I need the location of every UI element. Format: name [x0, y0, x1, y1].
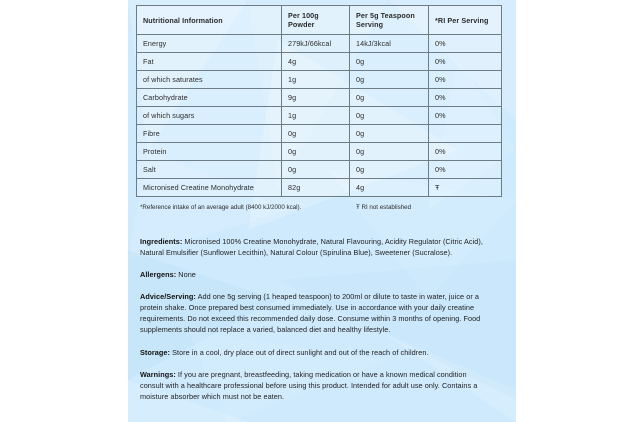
ingredients-body: Micronised 100% Creatine Monohydrate, Natural Flavouring, Acidity Regulator (Citric Acid), Natural Emulsifier (Sunflower Lecithin), Natural Colour (Spirulina Blue), Sweetener (Sucralose).: [140, 237, 483, 258]
allergens-body: None: [176, 270, 196, 280]
column-header-per-5g: Per 5g Teaspoon Serving: [350, 6, 429, 35]
nutrient-name: Salt: [137, 161, 282, 179]
nutrient-per-5g: 14kJ/3kcal: [350, 35, 429, 53]
storage-heading: Storage:: [140, 347, 170, 357]
nutrient-name: of which saturates: [137, 71, 282, 89]
nutrient-name: Carbohydrate: [137, 89, 282, 107]
nutrient-name: Fibre: [137, 125, 282, 143]
nutrient-per-5g: 0g: [350, 53, 429, 71]
table-row: [137, 161, 502, 179]
nutrient-per-100g: 1g: [282, 71, 350, 89]
column-header-per-100g: Per 100g Powder: [282, 6, 350, 35]
footnote-reference-intake: *Reference intake of an average adult (8400 kJ/2000 kcal).: [140, 204, 302, 211]
nutrient-per-100g: 4g: [282, 53, 350, 71]
table-row: [137, 35, 502, 53]
nutrient-per-5g: 0g: [350, 161, 429, 179]
product-label-panel: [128, 0, 516, 422]
advice-serving-body: Add one 5g serving (1 heaped teaspoon) to 200ml or dilute to taste in water, juice or a protein shake. Once prepared best consumed immediately. Use in accordance with your daily creatine requirements. Do not exceed this recommended daily dose. Consume within 3 months of opening. Food supplements should not replace a varied, balanced diet and healthy lifestyle.: [140, 292, 481, 335]
nutrient-name: Protein: [137, 143, 282, 161]
table-footnotes: [140, 204, 510, 214]
column-header-ri: *RI Per Serving: [429, 6, 502, 35]
nutrient-per-5g: 4g: [350, 179, 429, 197]
nutrient-per-100g: 0g: [282, 161, 350, 179]
nutrient-per-100g: 279kJ/66kcal: [282, 35, 350, 53]
table-row: [137, 89, 502, 107]
table-row: [137, 125, 502, 143]
nutrient-name: Energy: [137, 35, 282, 53]
nutrient-ri: 0%: [429, 107, 502, 125]
warnings-section: [140, 369, 492, 402]
nutrient-name: Micronised Creatine Monohydrate: [137, 179, 282, 197]
ingredients-section: [140, 236, 492, 258]
nutrient-per-100g: 0g: [282, 125, 350, 143]
allergens-section: [140, 269, 492, 280]
nutrient-ri: 0%: [429, 89, 502, 107]
advice-serving-heading: Advice/Serving:: [140, 292, 196, 302]
storage-section: [140, 347, 492, 358]
nutrient-per-100g: 0g: [282, 143, 350, 161]
nutrient-ri: 0%: [429, 143, 502, 161]
nutrition-table: [136, 5, 502, 197]
nutrient-ri: 0%: [429, 53, 502, 71]
footnote-ri-not-established: Ŧ RI not established: [356, 204, 412, 211]
nutrient-ri: 0%: [429, 161, 502, 179]
nutrient-name: Fat: [137, 53, 282, 71]
nutrient-per-5g: 0g: [350, 125, 429, 143]
table-title: Nutritional Information: [137, 6, 282, 35]
warnings-heading: Warnings:: [140, 369, 176, 379]
nutrient-per-100g: 82g: [282, 179, 350, 197]
allergens-heading: Allergens:: [140, 270, 177, 280]
table-header-row: [137, 6, 502, 35]
warnings-body: If you are pregnant, breastfeeding, taking medication or have a known medical condition consult with a healthcare professional before using this product. Intended for adult use only. Contains a moisture absorber which must not be eaten.: [140, 369, 478, 401]
table-row: [137, 143, 502, 161]
nutrient-ri: 0%: [429, 71, 502, 89]
nutrient-ri: Ŧ: [429, 179, 502, 197]
table-row: [137, 179, 502, 197]
table-row: [137, 53, 502, 71]
nutrient-name: of which sugars: [137, 107, 282, 125]
table-row: [137, 71, 502, 89]
nutrient-ri: [429, 125, 502, 143]
nutrient-per-5g: 0g: [350, 71, 429, 89]
ingredients-heading: Ingredients:: [140, 237, 183, 246]
panel-content: [128, 0, 516, 422]
advice-serving-section: [140, 291, 492, 335]
storage-body: Store in a cool, dry place out of direct sunlight and out of the reach of children.: [170, 347, 429, 357]
nutrient-per-5g: 0g: [350, 89, 429, 107]
nutrient-per-5g: 0g: [350, 107, 429, 125]
nutrient-per-100g: 9g: [282, 89, 350, 107]
nutrient-per-100g: 1g: [282, 107, 350, 125]
nutrient-ri: 0%: [429, 35, 502, 53]
table-row: [137, 107, 502, 125]
nutrient-per-5g: 0g: [350, 143, 429, 161]
